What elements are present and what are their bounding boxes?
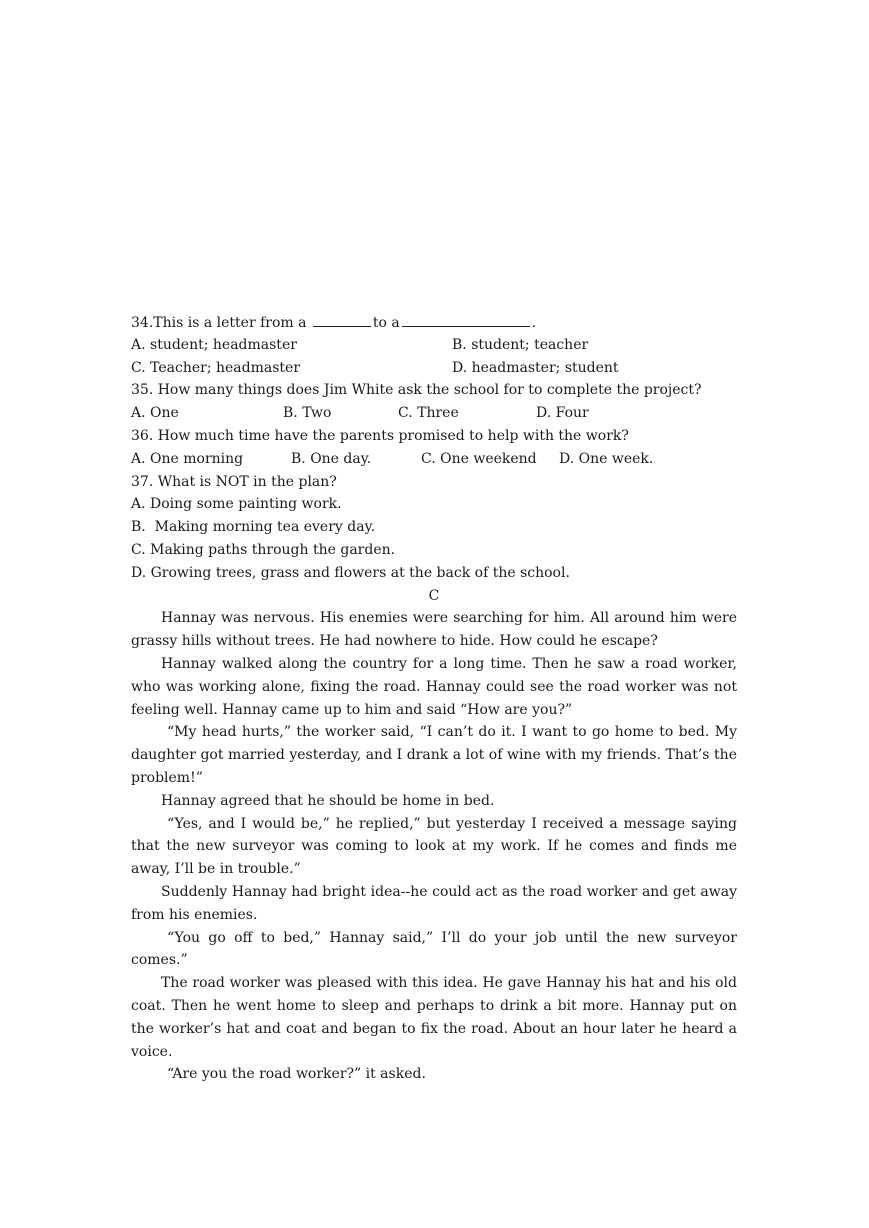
passage-paragraph-6: Suddenly Hannay had bright idea--he could act as the road worker and get away from his enemies.: [131, 883, 737, 923]
question-34-stem-start: 34.This is a letter from a: [131, 315, 307, 331]
option-b: B. Two: [283, 405, 332, 422]
question-37-option-a: A. Doing some painting work.: [131, 496, 342, 513]
option-b: B. One day.: [291, 450, 372, 467]
question-37-option-b: B. Making morning tea every day.: [131, 519, 376, 536]
passage-paragraph-8: The road worker was pleased with this idea. He gave Hannay his hat and his old coat. Then he went home to sleep and perhaps to drink a bit more. Hannay put on the worker’s hat and coat and began to fix the road. About an hour later he heard a voice.: [131, 975, 737, 1060]
option-c: C. Teacher; headmaster: [131, 359, 301, 376]
question-37-stem: 37. What is NOT in the plan?: [131, 473, 337, 490]
question-34: [131, 311, 737, 334]
passage-paragraph-7: “You go off to bed,” Hannay said,” I’ll do your job until the new surveyor comes.”: [131, 929, 737, 969]
option-a: A. One morning: [131, 450, 244, 467]
question-34-stem-mid: to a: [372, 315, 400, 331]
question-34-options-row-2: [131, 357, 737, 380]
question-35-options: [131, 402, 737, 425]
passage-paragraph-2: Hannay walked along the country for a long time. Then he saw a road worker, who was working alone, fixing the road. Hannay could see the road worker was not feeling well. Hannay came up to him and said “How are you?”: [131, 655, 737, 718]
option-d: D. One week.: [559, 450, 654, 467]
passage-paragraph-3: “My head hurts,” the worker said, “I can’t do it. I want to go home to bed. My daughter got married yesterday, and I drank a lot of wine with my friends. That’s the problem!”: [131, 724, 737, 786]
passage-paragraph-1: Hannay was nervous. His enemies were searching for him. All around him were grassy hills without trees. He had nowhere to hide. How could he escape?: [131, 610, 737, 650]
option-d: D. headmaster; student: [452, 359, 619, 376]
question-35-stem: 35. How many things does Jim White ask the school for to complete the project?: [131, 382, 702, 399]
question-36-options: [131, 448, 737, 471]
option-a: A. One: [131, 405, 179, 422]
option-b: B. student; teacher: [452, 336, 589, 353]
passage-paragraph-4: Hannay agreed that he should be home in bed.: [161, 792, 495, 809]
passage-paragraph-9: “Are you the road worker?” it asked.: [167, 1066, 426, 1083]
option-a: A. student; headmaster: [131, 336, 297, 353]
option-c: C. Three: [398, 405, 459, 422]
question-34-options-row-1: [131, 334, 737, 357]
question-37-option-d: D. Growing trees, grass and flowers at the back of the school.: [131, 564, 570, 581]
answer-blank-1: [313, 311, 371, 327]
question-37-option-c: C. Making paths through the garden.: [131, 541, 396, 558]
section-heading: C: [428, 587, 440, 604]
option-c: C. One weekend: [421, 450, 537, 467]
question-34-stem-end: .: [531, 315, 537, 331]
exam-content: [131, 311, 737, 1086]
option-d: D. Four: [536, 405, 589, 422]
question-36-stem: 36. How much time have the parents promised to help with the work?: [131, 427, 629, 444]
passage-paragraph-5: “Yes, and I would be,” he replied,” but yesterday I received a message saying that the new surveyor was coming to look at my work. If he comes and finds me away, I’ll be in trouble.”: [131, 815, 737, 878]
answer-blank-2: [402, 311, 530, 327]
